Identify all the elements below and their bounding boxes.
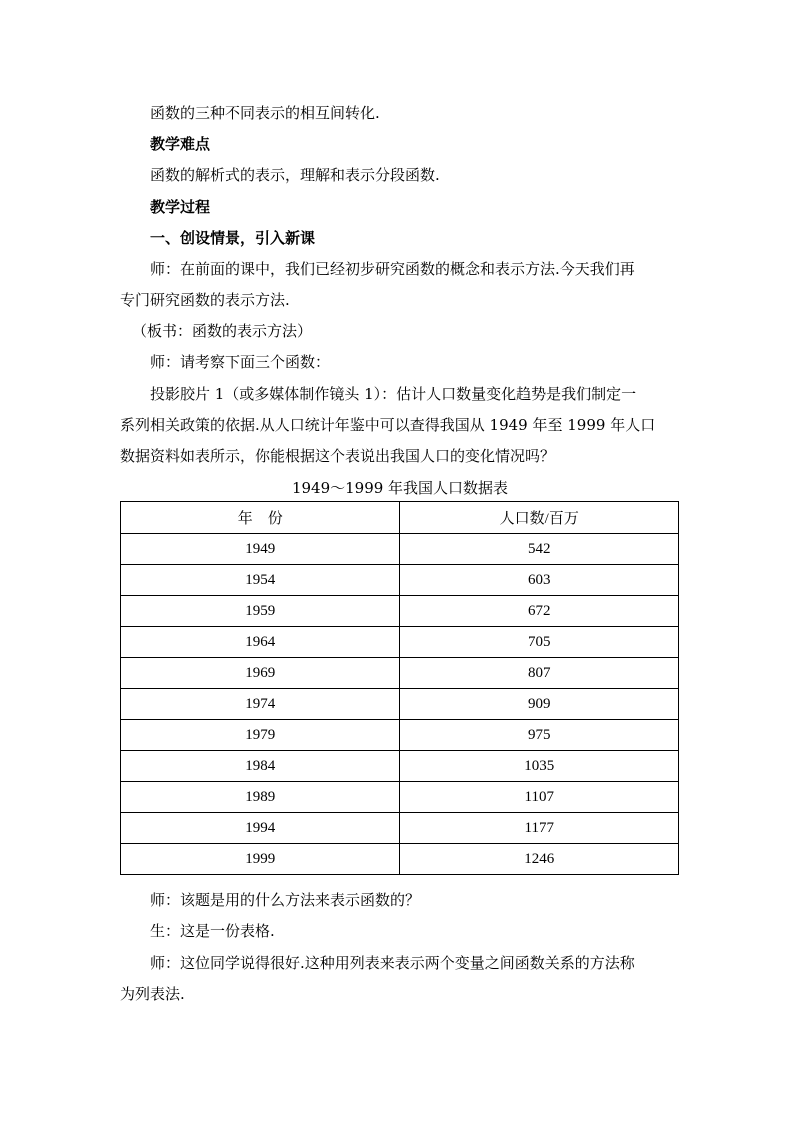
- table-row: [121, 627, 679, 658]
- table-row: [121, 596, 679, 627]
- paragraph-student-answer: 生：这是一份表格.: [150, 922, 275, 940]
- table-row: [121, 534, 679, 565]
- cell-population: 603: [400, 565, 679, 596]
- cell-year: 1994: [121, 813, 400, 844]
- cell-year: 1984: [121, 751, 400, 782]
- paragraph-teacher-conclusion-line2: 为列表法.: [120, 985, 185, 1003]
- table-row: [121, 689, 679, 720]
- table-row: [121, 751, 679, 782]
- table-row: [121, 720, 679, 751]
- cell-population: 1177: [400, 813, 679, 844]
- paragraph-teacher-intro-line2: 专门研究函数的表示方法.: [120, 291, 290, 309]
- cell-population: 807: [400, 658, 679, 689]
- paragraph-teacher-prompt: 师：请考察下面三个函数：: [150, 353, 331, 371]
- population-table: [120, 501, 679, 875]
- table-caption: 1949～1999 年我国人口数据表: [291, 479, 509, 497]
- cell-year: 1974: [121, 689, 400, 720]
- table-row: [121, 813, 679, 844]
- cell-population: 909: [400, 689, 679, 720]
- cell-year: 1989: [121, 782, 400, 813]
- paragraph-difficulty: 函数的解析式的表示，理解和表示分段函数.: [150, 166, 440, 184]
- header-population: 人口数/百万: [400, 502, 679, 534]
- cell-year: 1979: [121, 720, 400, 751]
- paragraph-teacher-question: 师：该题是用的什么方法来表示函数的？: [150, 891, 421, 909]
- cell-year: 1959: [121, 596, 400, 627]
- paragraph-board-note: （板书：函数的表示方法）: [132, 322, 313, 340]
- cell-population: 705: [400, 627, 679, 658]
- cell-year: 1954: [121, 565, 400, 596]
- cell-population: 542: [400, 534, 679, 565]
- cell-population: 1246: [400, 844, 679, 875]
- paragraph-key-points: 函数的三种不同表示的相互间转化.: [150, 104, 380, 122]
- table-row: [121, 565, 679, 596]
- table-row: [121, 782, 679, 813]
- cell-year: 1964: [121, 627, 400, 658]
- table-row: [121, 658, 679, 689]
- cell-population: 672: [400, 596, 679, 627]
- cell-year: 1949: [121, 534, 400, 565]
- table-header-row: [121, 502, 679, 534]
- heading-section-1: 一、创设情景，引入新课: [150, 229, 316, 247]
- cell-population: 1107: [400, 782, 679, 813]
- paragraph-slide-line3: 数据资料如表所示，你能根据这个表说出我国人口的变化情况吗？: [120, 447, 556, 465]
- cell-population: 1035: [400, 751, 679, 782]
- paragraph-teacher-conclusion-line1: 师：这位同学说得很好.这种用列表来表示两个变量之间函数关系的方法称: [150, 954, 635, 972]
- cell-population: 975: [400, 720, 679, 751]
- table-row: [121, 844, 679, 875]
- paragraph-slide-line1: 投影胶片 1（或多媒体制作镜头 1）：估计人口数量变化趋势是我们制定一: [150, 385, 637, 403]
- header-year: 年 份: [121, 502, 400, 534]
- paragraph-slide-line2: 系列相关政策的依据.从人口统计年鉴中可以查得我国从 1949 年至 1999 年人口: [120, 416, 656, 434]
- heading-teaching-difficulty: 教学难点: [150, 135, 211, 153]
- heading-teaching-process: 教学过程: [150, 198, 211, 216]
- cell-year: 1999: [121, 844, 400, 875]
- paragraph-teacher-intro-line1: 师：在前面的课中，我们已经初步研究函数的概念和表示方法.今天我们再: [150, 260, 635, 278]
- cell-year: 1969: [121, 658, 400, 689]
